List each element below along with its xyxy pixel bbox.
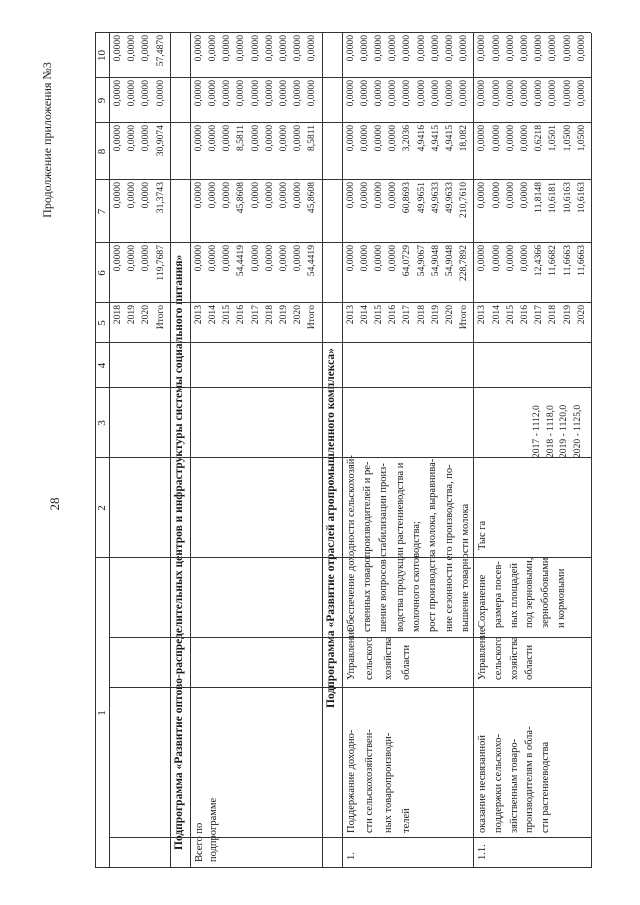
value-cell: 11,6663 <box>575 245 587 276</box>
value-cell: 18,082 <box>458 125 470 152</box>
value-cell: 0,0000 <box>112 125 123 152</box>
header-note: Продолжение приложения №3 <box>39 62 54 218</box>
indicator: водства продукции растениеводства и <box>394 462 406 632</box>
value-cell: 0,0000 <box>207 182 218 209</box>
indicator: ние сезонности его производства, по- <box>443 464 455 632</box>
rule-h <box>170 33 171 868</box>
year-cell: 2020 <box>140 305 152 325</box>
col-header-7: 7 <box>96 208 108 215</box>
item-name: оказание несвязанной <box>477 735 489 833</box>
value-cell: 0,0000 <box>358 182 370 209</box>
value-cell: 10,6163 <box>575 182 587 214</box>
year-cell: 2013 <box>344 305 356 325</box>
year-cell: 2013 <box>192 305 204 325</box>
item-name: ных товаропроизводи- <box>382 732 394 833</box>
value-cell: 0,0000 <box>221 80 233 107</box>
year-cell: Итого <box>306 305 318 330</box>
value-cell: 0,0000 <box>278 35 289 62</box>
year-cell: 2019 <box>126 305 138 325</box>
value-cell: 0,0000 <box>504 80 516 107</box>
value-cell: 54,9048 <box>444 245 455 277</box>
value-cell: 8,5811 <box>235 125 247 152</box>
value-cell: 0,0000 <box>504 125 516 152</box>
value-cell: 0,0000 <box>519 80 530 107</box>
value-cell: 54,4419 <box>306 245 318 277</box>
value-cell: 0,0000 <box>504 245 516 272</box>
value-cell: 4,9415 <box>444 125 455 152</box>
value-cell: 0,0000 <box>140 125 152 152</box>
value-cell: 11,6663 <box>561 245 573 276</box>
executor: сельского <box>364 636 376 680</box>
rule-v <box>109 867 591 868</box>
rule-v <box>109 32 591 33</box>
value-cell: 0,0000 <box>373 182 384 209</box>
value-cell: 30,9074 <box>154 125 166 157</box>
value-cell: 1,0500 <box>561 125 573 152</box>
total-label: Всего по <box>193 822 205 862</box>
rule-v <box>95 457 109 458</box>
value-cell: 0,0000 <box>519 245 530 272</box>
target-value: 2018 - 1118,0 <box>544 405 556 458</box>
value-cell: 0,0000 <box>547 80 559 107</box>
value-cell: 3,2036 <box>401 125 413 152</box>
indicator: под зерновыми, <box>524 557 536 628</box>
value-cell: 0,0000 <box>306 35 318 62</box>
value-cell: 119,7687 <box>154 245 166 281</box>
value-cell: 54,4419 <box>235 245 247 277</box>
rule-h <box>591 33 592 868</box>
value-cell: 0,0000 <box>519 182 530 209</box>
total-label: подпрограмме <box>208 797 219 862</box>
indicator: Сохранение <box>477 574 489 628</box>
value-cell: 0,0000 <box>344 35 356 62</box>
item-name: производителям в обла- <box>524 726 536 833</box>
value-cell: 0,0000 <box>344 80 356 107</box>
value-cell: 0,0000 <box>112 80 123 107</box>
indicator: зернобобовыми <box>539 557 551 628</box>
value-cell: 0,0000 <box>547 35 559 62</box>
value-cell: 0,0000 <box>444 35 455 62</box>
value-cell: 0,0000 <box>292 35 304 62</box>
value-cell: 8,5811 <box>306 125 318 152</box>
value-cell: 0,0000 <box>490 80 502 107</box>
indicator: и кормовыми <box>555 568 567 628</box>
value-cell: 1,0500 <box>575 125 587 152</box>
executor: области <box>400 644 412 680</box>
value-cell: 0,0000 <box>444 80 455 107</box>
value-cell: 0,0000 <box>387 125 399 152</box>
value-cell: 0,0000 <box>192 125 204 152</box>
year-cell: 2015 <box>373 305 384 325</box>
value-cell: 10,6163 <box>561 182 573 214</box>
value-cell: 0,0000 <box>140 182 152 209</box>
value-cell: 0,0000 <box>429 80 441 107</box>
year-cell: 2019 <box>278 305 289 325</box>
rule-v <box>109 179 591 180</box>
value-cell: 0,0000 <box>112 35 123 62</box>
value-cell: 0,0000 <box>306 80 318 107</box>
value-cell: 0,0000 <box>344 245 356 272</box>
value-cell: 0,0000 <box>490 125 502 152</box>
page-number: 28 <box>47 497 62 511</box>
value-cell: 49,9633 <box>429 182 441 214</box>
item-number: 1.1. <box>477 844 489 860</box>
value-cell: 0,0000 <box>192 245 204 272</box>
target-value: 2017 - 1112,0 <box>531 405 543 458</box>
year-cell: 2016 <box>387 305 399 325</box>
value-cell: 0,0000 <box>358 35 370 62</box>
value-cell: 0,0000 <box>249 245 261 272</box>
executor: Управление <box>477 627 489 680</box>
rule-h <box>190 33 191 868</box>
executor: области <box>524 644 536 680</box>
year-cell: 2018 <box>415 305 427 325</box>
rule-h <box>473 33 474 868</box>
value-cell: 0,0000 <box>519 125 530 152</box>
value-cell: 54,9048 <box>429 245 441 277</box>
year-cell: 2014 <box>207 305 218 325</box>
value-cell: 0,0000 <box>476 35 488 62</box>
value-cell: 0,0000 <box>373 80 384 107</box>
target-value: 2020 - 1125,0 <box>571 404 583 458</box>
rule-v <box>109 637 591 638</box>
col-header-8: 8 <box>96 148 108 155</box>
value-cell: 12,4366 <box>533 245 545 277</box>
value-cell: 0,0000 <box>192 35 204 62</box>
indicator: ных площадей <box>508 562 520 628</box>
value-cell: 228,7892 <box>458 245 470 281</box>
value-cell: 0,0000 <box>415 35 427 62</box>
indicator: молочного скотоводства; <box>410 521 422 632</box>
value-cell: 0,0000 <box>278 182 289 209</box>
target-value: 2019 - 1120,0 <box>558 404 570 458</box>
value-cell: 0,0000 <box>490 35 502 62</box>
rule-v <box>109 302 591 303</box>
value-cell: 0,0000 <box>429 35 441 62</box>
value-cell: 0,6218 <box>533 125 545 152</box>
value-cell: 64,0729 <box>401 245 413 277</box>
value-cell: 0,0000 <box>263 80 275 107</box>
year-cell: 2020 <box>444 305 455 325</box>
value-cell: 0,0000 <box>490 182 502 209</box>
rule-v <box>95 77 109 78</box>
rule-v <box>109 342 591 343</box>
value-cell: 0,0000 <box>249 125 261 152</box>
col-header-10: 10 <box>96 50 108 61</box>
value-cell: 11,6682 <box>547 245 559 276</box>
value-cell: 10,6181 <box>547 182 559 214</box>
year-cell: 2017 <box>249 305 261 325</box>
rule-v <box>109 457 591 458</box>
year-cell: 2018 <box>263 305 275 325</box>
value-cell: 0,0000 <box>235 80 247 107</box>
year-cell: 2013 <box>476 305 488 325</box>
value-cell: 0,0000 <box>373 245 384 272</box>
value-cell: 0,0000 <box>387 245 399 272</box>
year-cell: Итого <box>458 305 470 330</box>
value-cell: 0,0000 <box>140 80 152 107</box>
rule-h <box>322 33 323 868</box>
value-cell: 0,0000 <box>207 125 218 152</box>
year-cell: 2017 <box>533 305 545 325</box>
value-cell: 0,0000 <box>249 80 261 107</box>
rule-v <box>109 687 591 688</box>
rule-v <box>95 342 109 343</box>
value-cell: 0,0000 <box>575 35 587 62</box>
value-cell: 60,8693 <box>401 182 413 214</box>
value-cell: 0,0000 <box>575 80 587 107</box>
value-cell: 0,0000 <box>221 182 233 209</box>
value-cell: 0,0000 <box>278 80 289 107</box>
rule-v <box>109 77 591 78</box>
rule-h <box>342 33 343 868</box>
rule-v <box>109 242 591 243</box>
value-cell: 0,0000 <box>263 182 275 209</box>
executor: хозяйства <box>508 636 520 680</box>
value-cell: 0,0000 <box>358 80 370 107</box>
value-cell: 0,0000 <box>458 35 470 62</box>
executor: Управление <box>345 627 357 680</box>
value-cell: 0,0000 <box>207 80 218 107</box>
unit: Тыс га <box>477 520 489 550</box>
year-cell: 2016 <box>519 305 530 325</box>
year-cell: 2020 <box>292 305 304 325</box>
value-cell: 0,0000 <box>458 80 470 107</box>
value-cell: 45,8608 <box>235 182 247 214</box>
indicator: шение вопросов стабилизации произ- <box>378 463 390 632</box>
value-cell: 0,0000 <box>504 35 516 62</box>
value-cell: 0,0000 <box>126 125 138 152</box>
value-cell: 0,0000 <box>387 80 399 107</box>
item-number: 1. <box>345 852 357 860</box>
value-cell: 49,9651 <box>415 182 427 214</box>
value-cell: 0,0000 <box>519 35 530 62</box>
value-cell: 0,0000 <box>126 245 138 272</box>
value-cell: 0,0000 <box>387 35 399 62</box>
value-cell: 0,0000 <box>126 182 138 209</box>
value-cell: 0,0000 <box>221 125 233 152</box>
value-cell: 0,0000 <box>249 182 261 209</box>
value-cell: 0,0000 <box>373 125 384 152</box>
col-header-5: 5 <box>96 320 108 326</box>
rule-h <box>109 33 110 868</box>
item-name: зяйственным товаро- <box>508 738 520 833</box>
year-cell: Итого <box>154 305 166 330</box>
value-cell: 0,0000 <box>415 80 427 107</box>
rule-v <box>95 302 109 303</box>
indicator: ственных товаропроизводителей и ре- <box>361 461 373 632</box>
value-cell: 0,0000 <box>358 245 370 272</box>
rotated-table <box>95 33 617 868</box>
value-cell: 0,0000 <box>490 245 502 272</box>
indicator: размера посев- <box>493 561 505 628</box>
value-cell: 4,9415 <box>429 125 441 152</box>
value-cell: 0,0000 <box>192 182 204 209</box>
col-header-3: 3 <box>96 420 108 426</box>
year-cell: 2019 <box>429 305 441 325</box>
item-name: телей <box>400 808 412 833</box>
value-cell: 49,9633 <box>444 182 455 214</box>
value-cell: 0,0000 <box>263 125 275 152</box>
executor: сельского <box>493 636 505 680</box>
indicator: Обеспечение доходности сельскохозяй- <box>345 455 357 632</box>
value-cell: 0,0000 <box>373 35 384 62</box>
rule-v <box>95 242 109 243</box>
year-cell: 2014 <box>358 305 370 325</box>
rule-v <box>95 557 109 558</box>
rule-v <box>109 837 591 838</box>
value-cell: 31,3743 <box>154 182 166 214</box>
value-cell: 0,0000 <box>140 35 152 62</box>
rule-v <box>109 387 591 388</box>
value-cell: 0,0000 <box>140 245 152 272</box>
value-cell: 0,0000 <box>154 80 166 107</box>
rule-v <box>109 557 591 558</box>
value-cell: 0,0000 <box>401 35 413 62</box>
value-cell: 0,0000 <box>476 245 488 272</box>
value-cell: 0,0000 <box>221 35 233 62</box>
item-name: сти сельскохозяйствен- <box>364 729 376 833</box>
item-name: сти растениеводства <box>539 741 551 833</box>
value-cell: 0,0000 <box>249 35 261 62</box>
value-cell: 0,0000 <box>112 245 123 272</box>
indicator: вышение товарности молока <box>459 503 471 632</box>
value-cell: 0,0000 <box>292 125 304 152</box>
rule-v <box>95 122 109 123</box>
col-header-2: 2 <box>96 505 108 511</box>
value-cell: 0,0000 <box>561 35 573 62</box>
year-cell: 2017 <box>401 305 413 325</box>
value-cell: 0,0000 <box>292 245 304 272</box>
rule-v <box>95 179 109 180</box>
section-title-1: Подпрограмма «Развитие оптово-распределительных центров и инфраструктуры системы социального питания» <box>172 254 185 850</box>
year-cell: 2020 <box>575 305 587 325</box>
year-cell: 2015 <box>221 305 233 325</box>
value-cell: 54,9067 <box>415 245 427 277</box>
value-cell: 4,9416 <box>415 125 427 152</box>
value-cell: 0,0000 <box>112 182 123 209</box>
year-cell: 2014 <box>490 305 502 325</box>
year-cell: 2019 <box>561 305 573 325</box>
value-cell: 0,0000 <box>292 182 304 209</box>
rule-v <box>95 32 109 33</box>
value-cell: 0,0000 <box>126 35 138 62</box>
value-cell: 0,0000 <box>126 80 138 107</box>
value-cell: 45,8608 <box>306 182 318 214</box>
section-title-2: Подпрограмма «Развитие отраслей агропромышленного комплекса» <box>324 348 337 708</box>
value-cell: 0,0000 <box>533 35 545 62</box>
col-header-9: 9 <box>96 97 108 104</box>
value-cell: 1,0501 <box>547 125 559 152</box>
item-name: поддержки сельскохо- <box>493 733 505 833</box>
value-cell: 0,0000 <box>263 245 275 272</box>
value-cell: 0,0000 <box>221 245 233 272</box>
executor: хозяйства <box>382 636 394 680</box>
value-cell: 0,0000 <box>344 125 356 152</box>
col-header-4: 4 <box>96 362 108 369</box>
rule-v <box>95 867 109 868</box>
value-cell: 0,0000 <box>504 182 516 209</box>
year-cell: 2018 <box>547 305 559 325</box>
year-cell: 2018 <box>112 305 123 325</box>
value-cell: 0,0000 <box>192 80 204 107</box>
value-cell: 0,0000 <box>401 80 413 107</box>
value-cell: 0,0000 <box>278 245 289 272</box>
value-cell: 0,0000 <box>561 80 573 107</box>
value-cell: 0,0000 <box>344 182 356 209</box>
value-cell: 11,8148 <box>533 182 545 213</box>
value-cell: 210,7610 <box>458 182 470 218</box>
indicator: рост производства молока, выравнива- <box>427 458 439 632</box>
value-cell: 0,0000 <box>292 80 304 107</box>
value-cell: 57,4870 <box>154 35 166 67</box>
col-header-6: 6 <box>96 270 108 276</box>
value-cell: 0,0000 <box>358 125 370 152</box>
value-cell: 0,0000 <box>235 35 247 62</box>
rule-v <box>109 122 591 123</box>
value-cell: 0,0000 <box>476 80 488 107</box>
value-cell: 0,0000 <box>387 182 399 209</box>
item-name: Поддержание доходно- <box>345 729 357 833</box>
rule-v <box>95 387 109 388</box>
year-cell: 2015 <box>504 305 516 325</box>
value-cell: 0,0000 <box>207 35 218 62</box>
value-cell: 0,0000 <box>476 182 488 209</box>
value-cell: 0,0000 <box>278 125 289 152</box>
col-header-1: 1 <box>96 710 108 716</box>
value-cell: 0,0000 <box>207 245 218 272</box>
value-cell: 0,0000 <box>533 80 545 107</box>
value-cell: 0,0000 <box>476 125 488 152</box>
year-cell: 2016 <box>235 305 247 325</box>
value-cell: 0,0000 <box>263 35 275 62</box>
